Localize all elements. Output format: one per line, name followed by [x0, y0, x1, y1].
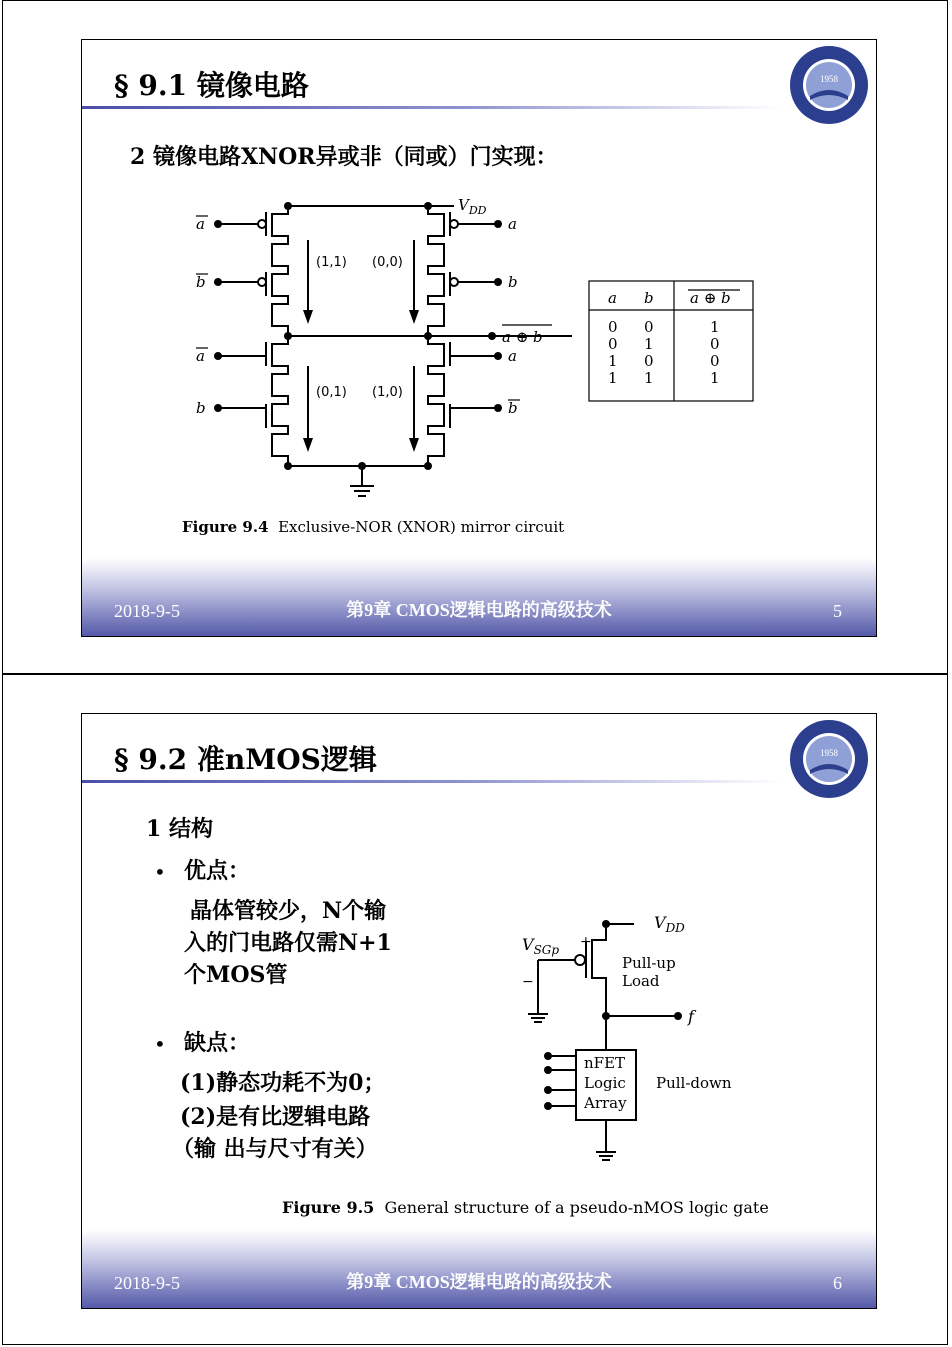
cons-line-2: (2)是有比逻辑电路	[180, 1104, 371, 1130]
logo-year: 1958	[820, 74, 838, 84]
right-input-1: a	[508, 215, 517, 233]
left-input-2: b	[196, 273, 206, 291]
minus-sign: −	[522, 974, 534, 990]
slide-5	[81, 39, 877, 637]
tt-cell: 0	[710, 352, 720, 370]
right-input-4: b	[508, 399, 518, 417]
vsgp-label: $V_{SGp}$	[522, 935, 560, 957]
tt-cell: 1	[710, 369, 720, 387]
pullup-label-1: Pull-up	[622, 954, 676, 972]
title-underline	[82, 106, 782, 109]
section-heading: 1 结构	[146, 816, 213, 842]
array-label-1: nFET	[584, 1054, 626, 1072]
path-label-11: (1,1)	[316, 255, 347, 270]
vdd-label: $V_{DD}$	[654, 913, 685, 935]
tt-cell: 1	[710, 318, 720, 336]
slide-footer	[82, 558, 876, 636]
left-input-4: b	[196, 399, 206, 417]
logo-year: 1958	[820, 748, 838, 758]
slide-footer	[82, 1230, 876, 1308]
tt-cell: 0	[644, 352, 654, 370]
path-label-10: (1,0)	[372, 385, 403, 400]
tt-cell: 1	[644, 335, 654, 353]
right-input-2: b	[508, 273, 518, 291]
university-logo-icon	[788, 718, 870, 800]
tt-cell: 0	[710, 335, 720, 353]
slide-title: § 9.1 镜像电路	[114, 69, 309, 102]
tt-header-a: a	[608, 289, 617, 307]
cons-line-1: (1)静态功耗不为0；	[180, 1070, 386, 1096]
pseudo-nmos-circuit	[518, 906, 838, 1176]
tt-cell: 1	[644, 369, 654, 387]
tt-header-b: b	[644, 289, 654, 307]
path-label-00: (0,0)	[372, 255, 403, 270]
path-label-01: (0,1)	[316, 385, 347, 400]
page-half-bottom	[2, 674, 948, 1345]
array-label-2: Logic	[584, 1074, 626, 1092]
tt-header-out: a ⊕ b	[690, 289, 731, 307]
footer-page-number: 5	[833, 601, 842, 621]
university-logo-icon	[788, 44, 870, 126]
tt-cell: 1	[608, 352, 618, 370]
title-underline	[82, 780, 782, 783]
tt-cell: 0	[608, 335, 618, 353]
figure-caption: Figure 9.4 Exclusive-NOR (XNOR) mirror circuit	[182, 518, 565, 536]
slide-6	[81, 713, 877, 1309]
tt-cell: 0	[644, 318, 654, 336]
output-f-label: f	[688, 1007, 694, 1026]
pulldown-label: Pull-down	[656, 1074, 732, 1092]
page-half-top	[2, 0, 948, 674]
truth-table	[588, 280, 756, 404]
vdd-label: $V_{DD}$	[458, 196, 487, 217]
pros-line-3: 个MOS管	[184, 962, 288, 988]
right-input-3: a	[508, 347, 517, 365]
footer-date: 2018-9-5	[114, 601, 180, 621]
array-label-3: Array	[584, 1094, 627, 1112]
slide-subtitle: 2 镜像电路XNOR异或非（同或）门实现：	[130, 144, 558, 170]
pullup-label-2: Load	[622, 972, 660, 990]
footer-chapter: 第9章 CMOS逻辑电路的高级技术	[346, 1272, 612, 1292]
xnor-output-label: a ⊕ b	[502, 328, 543, 346]
pros-label: 优点：	[184, 858, 251, 884]
footer-chapter: 第9章 CMOS逻辑电路的高级技术	[346, 600, 612, 620]
left-input-3: a	[196, 347, 205, 365]
cons-bullet: •	[154, 1032, 166, 1056]
tt-cell: 0	[608, 318, 618, 336]
slide-title: § 9.2 准nMOS逻辑	[114, 743, 377, 776]
footer-page-number: 6	[833, 1273, 842, 1293]
cons-label: 缺点：	[184, 1030, 251, 1056]
figure-caption: Figure 9.5 General structure of a pseudo-nMOS logic gate	[282, 1198, 769, 1217]
tt-cell: 1	[608, 369, 618, 387]
plus-sign: +	[580, 934, 592, 950]
pros-line-1: 晶体管较少，N个输	[190, 898, 387, 924]
pros-line-2: 入的门电路仅需N+1	[184, 930, 392, 956]
cons-line-3: （输 出与尺寸有关）	[172, 1136, 378, 1162]
left-input-1: a	[196, 215, 205, 233]
pros-bullet: •	[154, 860, 166, 884]
footer-date: 2018-9-5	[114, 1273, 180, 1293]
